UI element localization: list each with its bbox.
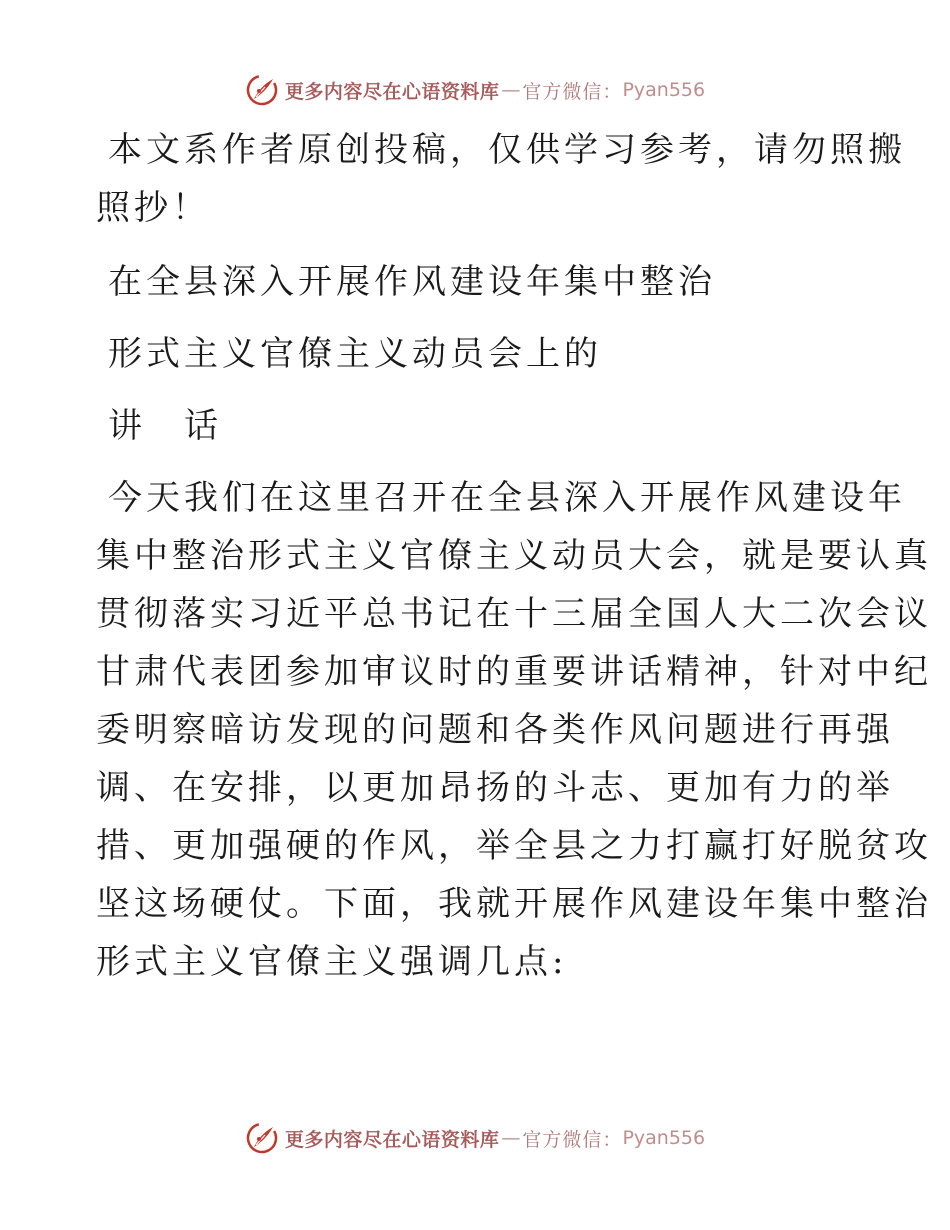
title-line-3: 讲 话	[108, 406, 222, 446]
body-line-6: 调、在安排，以更加昂扬的斗志、更加有力的举	[96, 768, 894, 808]
banner-wechat-id: Pyan556	[622, 1127, 706, 1149]
body-line-2: 集中整治形式主义官僚主义动员大会，就是要认真	[96, 536, 932, 576]
banner-separator: —	[501, 1127, 521, 1149]
banner-sub-text: 官方微信：	[522, 1128, 623, 1151]
title-line-2: 形式主义官僚主义动员会上的	[108, 334, 602, 374]
banner-wechat-id: Pyan556	[622, 79, 706, 101]
body-line-8: 坚这场硬仗。下面，我就开展作风建设年集中整治	[96, 884, 932, 924]
banner-separator: —	[501, 79, 521, 101]
footer-banner	[0, 1118, 950, 1158]
body-line-5: 委明察暗访发现的问题和各类作风问题进行再强	[96, 710, 894, 750]
body-line-9: 形式主义官僚主义强调几点:	[96, 942, 568, 982]
quill-pen-logo-icon	[245, 73, 279, 107]
document-body	[96, 120, 932, 988]
quill-pen-logo-icon	[245, 1121, 279, 1155]
header-banner	[0, 70, 950, 110]
title-line-1: 在全县深入开展作风建设年集中整治	[108, 262, 716, 302]
body-line-3: 贯彻落实习近平总书记在十三届全国人大二次会议	[96, 594, 932, 634]
body-line-1: 今天我们在这里召开在全县深入开展作风建设年	[108, 478, 906, 518]
body-line-4: 甘肃代表团参加审议时的重要讲话精神，针对中纪	[96, 652, 932, 692]
banner-main-text: 更多内容尽在心语资料库	[284, 80, 500, 103]
notice-line-2: 照抄！	[96, 188, 210, 228]
banner-sub-text: 官方微信：	[522, 80, 623, 103]
banner-main-text: 更多内容尽在心语资料库	[284, 1128, 500, 1151]
body-line-7: 措、更加强硬的作风，举全县之力打赢打好脱贫攻	[96, 826, 932, 866]
notice-line-1: 本文系作者原创投稿，仅供学习参考，请勿照搬	[108, 130, 906, 170]
